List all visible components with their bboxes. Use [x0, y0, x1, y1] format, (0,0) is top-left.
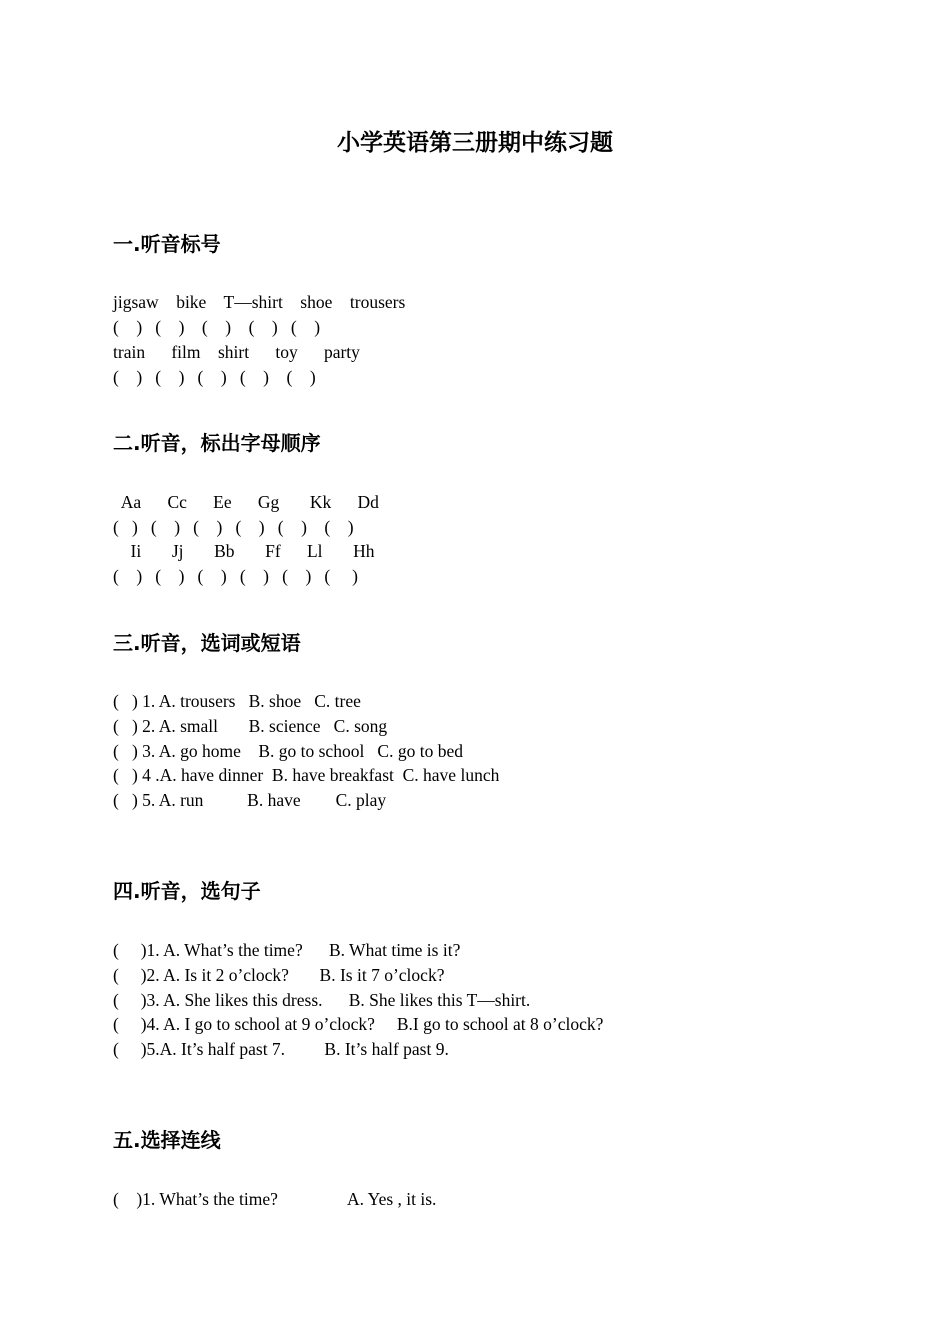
section-5-heading: 五.选择连线	[113, 1128, 221, 1152]
section-2-line-1: Aa Cc Ee Gg Kk Dd	[113, 492, 379, 512]
section-2-line-4: ( ) ( ) ( ) ( ) ( ) ( )	[113, 566, 358, 586]
section-3-line-3: ( ) 3. A. go home B. go to school C. go to bed	[113, 741, 463, 761]
section-3-heading: 三.听音，选词或短语	[113, 631, 301, 655]
page-title: 小学英语第三册期中练习题	[337, 130, 613, 156]
section-5-line-1: ( )1. What’s the time? A. Yes , it is.	[113, 1189, 437, 1209]
section-4-line-1: ( )1. A. What’s the time? B. What time is it?	[113, 940, 461, 960]
section-4-heading: 四.听音，选句子	[113, 879, 261, 903]
section-1-line-1: jigsaw bike T—shirt shoe trousers	[113, 292, 406, 312]
section-3-line-4: ( ) 4 .A. have dinner B. have breakfast C. have lunch	[113, 765, 500, 785]
section-3-line-5: ( ) 5. A. run B. have C. play	[113, 790, 387, 810]
section-3-line-1: ( ) 1. A. trousers B. shoe C. tree	[113, 691, 361, 711]
section-2-line-2: ( ) ( ) ( ) ( ) ( ) ( )	[113, 517, 354, 537]
section-4-line-4: ( )4. A. I go to school at 9 o’clock? B.I go to school at 8 o’clock?	[113, 1014, 604, 1034]
section-1-line-4: ( ) ( ) ( ) ( ) ( )	[113, 367, 316, 387]
section-1-line-2: ( ) ( ) ( ) ( ) ( )	[113, 317, 321, 337]
section-1-line-3: train film shirt toy party	[113, 342, 360, 362]
section-4-line-5: ( )5.A. It’s half past 7. B. It’s half past 9.	[113, 1039, 449, 1059]
section-2-heading: 二.听音，标出字母顺序	[113, 431, 321, 455]
section-2-line-3: Ii Jj Bb Ff Ll Hh	[113, 541, 375, 561]
section-4-line-2: ( )2. A. Is it 2 o’clock? B. Is it 7 o’clock?	[113, 965, 445, 985]
section-3-line-2: ( ) 2. A. small B. science C. song	[113, 716, 388, 736]
section-4-line-3: ( )3. A. She likes this dress. B. She likes this T—shirt.	[113, 990, 531, 1010]
section-1-heading: 一.听音标号	[113, 232, 221, 256]
